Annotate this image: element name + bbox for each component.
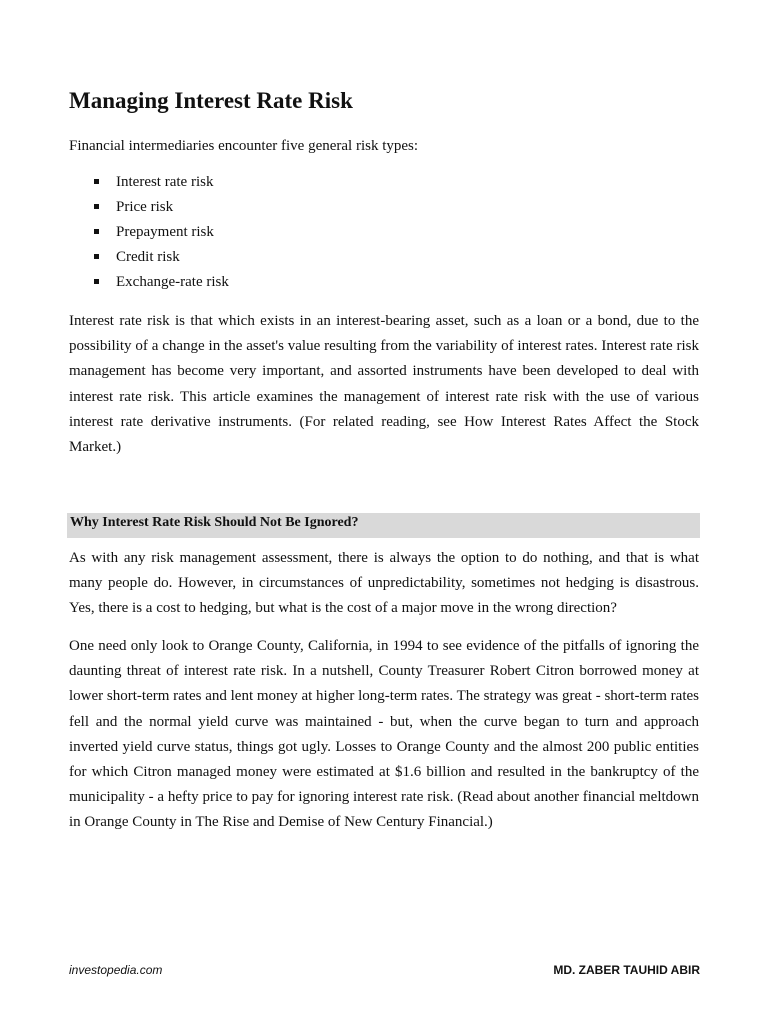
- square-bullet-icon: [94, 279, 99, 284]
- list-item: Prepayment risk: [69, 222, 229, 247]
- body-paragraph: Interest rate risk is that which exists in an interest-bearing asset, such as a loan or a bond, due to the possibility of a change in the asset's value resulting from the variability of interest rates. Interest rate risk management has become very important, and assorted instruments have been developed to deal with interest rate risk. This article examines the management of interest rate risk with the use of various interest rate derivative instruments. (For related reading, see How Interest Rates Affect the Stock Market.): [69, 313, 699, 456]
- square-bullet-icon: [94, 229, 99, 234]
- square-bullet-icon: [94, 204, 99, 209]
- list-item: Interest rate risk: [69, 172, 229, 197]
- footer-author: MD. ZABER TAUHID ABIR: [553, 963, 700, 977]
- page-title: Managing Interest Rate Risk: [69, 88, 353, 113]
- intro-text: Financial intermediaries encounter five general risk types:: [69, 138, 419, 154]
- list-item: Exchange-rate risk: [69, 272, 229, 297]
- list-item: Price risk: [69, 197, 229, 222]
- square-bullet-icon: [94, 254, 99, 259]
- square-bullet-icon: [94, 179, 99, 184]
- section-heading: Why Interest Rate Risk Should Not Be Ignored?: [67, 513, 700, 538]
- body-paragraph: As with any risk management assessment, there is always the option to do nothing, and that is what many people do. However, in circumstances of unpredictability, sometimes not hedging is disastrous. Yes, there is a cost to hedging, but what is the cost of a major move in the wrong direction?: [69, 550, 699, 617]
- risk-types-list: [69, 172, 229, 297]
- list-item: Credit risk: [69, 247, 229, 272]
- footer-source: investopedia.com: [69, 963, 163, 977]
- body-paragraph: One need only look to Orange County, California, in 1994 to see evidence of the pitfalls of ignoring the daunting threat of interest rate risk. In a nutshell, County Treasurer Robert Citron borrowed money at lower short-term rates and lent money at higher long-term rates. The strategy was great - short-term rates fell and the normal yield curve was maintained - but, when the curve began to turn and approach inverted yield curve status, things got ugly. Losses to Orange County and the almost 200 public entities for which Citron managed money were estimated at $1.6 billion and resulted in the bankruptcy of the municipality - a hefty price to pay for ignoring interest rate risk. (Read about another financial meltdown in Orange County in The Rise and Demise of New Century Financial.): [69, 638, 699, 831]
